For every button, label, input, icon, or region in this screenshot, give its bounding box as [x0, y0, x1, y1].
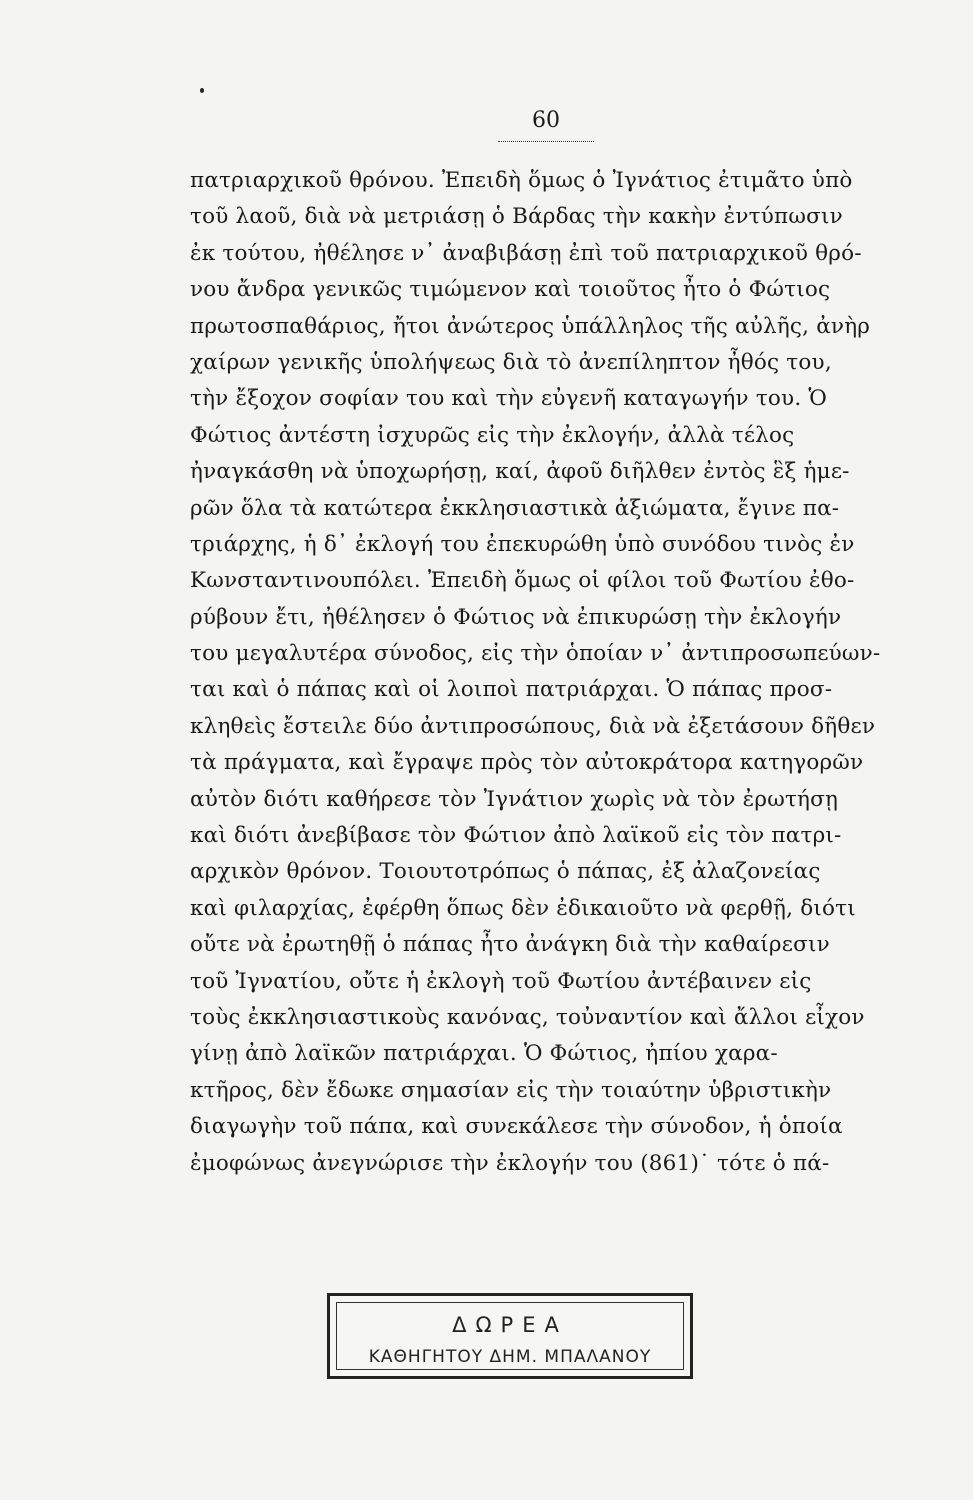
text-line: Φώτιος ἀντέστη ἰσχυρῶς εἰς τὴν ἐκλογήν, ἀλλὰ τέλος — [190, 422, 795, 448]
page-number: 60 — [532, 108, 560, 133]
text-line: τοῦ λαοῦ, διὰ νὰ μετριάσῃ ὁ Βάρδας τὴν κακὴν ἐντύπωσιν — [190, 204, 843, 230]
text-line: ρῶν ὅλα τὰ κατώτερα ἐκκλησιαστικὰ ἀξιώματα, ἔγινε πα- — [190, 495, 840, 521]
text-line: γίνῃ ἀπὸ λαϊκῶν πατριάρχαι. Ὁ Φώτιος, ἠπίου χαρα- — [190, 1041, 778, 1067]
donation-stamp — [327, 1293, 693, 1379]
ink-speck — [200, 88, 204, 93]
text-line: αρχικὸν θρόνον. Τοιουτοτρόπως ὁ πάπας, ἐξ ἀλαζονείας — [190, 859, 821, 885]
text-line: κληθεὶς ἔστειλε δύο ἀντιπροσώπους, διὰ νὰ ἐξετάσουν δῆθεν — [190, 713, 876, 739]
text-line: ἠναγκάσθη νὰ ὑποχωρήσῃ, καί, ἀφοῦ διῆλθεν ἐντὸς ἓξ ἡμε- — [190, 459, 850, 485]
text-line: ἐκ τούτου, ἠθέλησε ν᾽ ἀναβιβάσῃ ἐπὶ τοῦ πατριαρχικοῦ θρό- — [190, 240, 862, 266]
stamp-inner-border — [336, 1302, 684, 1370]
body-text — [190, 163, 914, 1182]
text-line: αὐτὸν διότι καθήρεσε τὸν Ἰγνάτιον χωρὶς νὰ τὸν ἐρωτήσῃ — [190, 786, 839, 812]
text-line: τὴν ἔξοχον σοφίαν του καὶ τὴν εὐγενῆ καταγωγήν του. Ὁ — [190, 386, 828, 412]
text-line: διαγωγὴν τοῦ πάπα, καὶ συνεκάλεσε τὴν σύνοδον, ἡ ὁποία — [190, 1114, 843, 1140]
text-line: του μεγαλυτέρα σύνοδος, εἰς τὴν ὁποίαν ν᾽ ἀντιπροσωπεύων- — [190, 641, 881, 667]
stamp-title: ΔΩΡΕΑ — [452, 1313, 568, 1337]
text-line: καὶ φιλαρχίας, ἐφέρθη ὅπως δὲν ἐδικαιοῦτο νὰ φερθῇ, διότι — [190, 895, 856, 921]
text-line: τὰ πράγματα, καὶ ἔγραψε πρὸς τὸν αὐτοκράτορα κατηγορῶν — [190, 750, 864, 776]
text-line: νου ἄνδρα γενικῶς τιμώμενον καὶ τοιοῦτος ἦτο ὁ Φώτιος — [190, 277, 831, 303]
page-number-rule — [498, 141, 594, 142]
stamp-subtitle: ΚΑΘΗΓΗΤΟΥ ΔΗΜ. ΜΠΑΛΑΝΟΥ — [368, 1347, 652, 1367]
text-line: καὶ διότι ἀνεβίβασε τὸν Φώτιον ἀπὸ λαϊκοῦ εἰς τὸν πατρι- — [190, 823, 842, 849]
text-line: πατριαρχικοῦ θρόνου. Ἐπειδὴ ὅμως ὁ Ἰγνάτιος ἐτιμᾶτο ὑπὸ — [190, 168, 853, 193]
text-line: κτῆρος, δὲν ἔδωκε σημασίαν εἰς τὴν τοιαύτην ὑβριστικὴν — [190, 1077, 832, 1103]
text-line: χαίρων γενικῆς ὑπολήψεως διὰ τὸ ἀνεπίληπτον ἦθός του, — [190, 349, 832, 375]
text-line: τοὺς ἐκκλησιαστικοὺς κανόνας, τοὐναντίον καὶ ἄλλοι εἶχον — [190, 1004, 865, 1030]
text-line: ἐμοφώνως ἀνεγνώρισε τὴν ἐκλογήν του (861)˙ τότε ὁ πά- — [190, 1150, 830, 1176]
text-line: τριάρχης, ἡ δ᾽ ἐκλογή του ἐπεκυρώθη ὑπὸ συνόδου τινὸς ἐν — [190, 531, 855, 557]
text-line: τοῦ Ἰγνατίου, οὔτε ἡ ἐκλογὴ τοῦ Φωτίου ἀντέβαινεν εἰς — [190, 968, 812, 994]
text-line: ρύβουν ἔτι, ἠθέλησεν ὁ Φώτιος νὰ ἐπικυρώσῃ τὴν ἐκλογήν — [190, 604, 842, 630]
text-line: ται καὶ ὁ πάπας καὶ οἱ λοιποὶ πατριάρχαι. Ὁ πάπας προσ- — [190, 677, 833, 703]
text-line: πρωτοσπαθάριος, ἤτοι ἀνώτερος ὑπάλληλος τῆς αὐλῆς, ἀνὴρ — [190, 313, 871, 339]
text-line: Κωνσταντινουπόλει. Ἐπειδὴ ὅμως οἱ φίλοι τοῦ Φωτίου ἐθο- — [190, 568, 855, 594]
text-line: οὔτε νὰ ἐρωτηθῇ ὁ πάπας ἦτο ἀνάγκη διὰ τὴν καθαίρεσιν — [190, 932, 830, 958]
